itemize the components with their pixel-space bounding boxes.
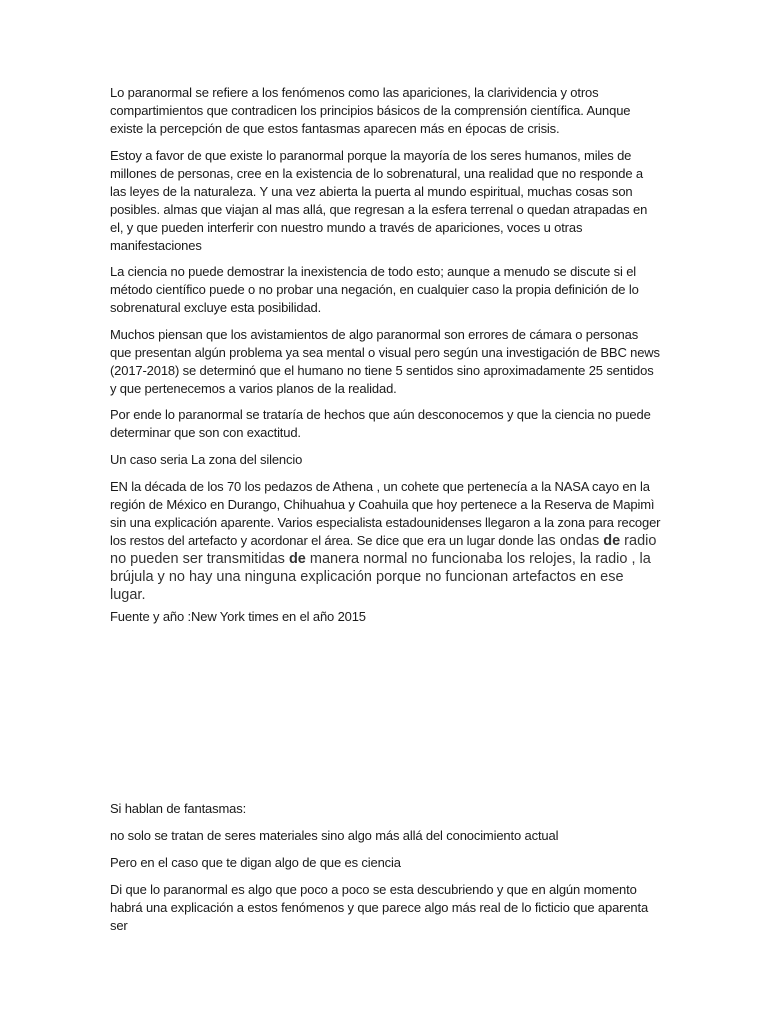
athena-manera-text: manera normal no funcionaba los relojes, la radio , la brújula y no hay una ninguna explicación porque no funcionan artefactos en ese lugar. [110, 551, 651, 603]
paragraph-ciencia: La ciencia no puede demostrar la inexistencia de todo esto; aunque a menudo se discute si el método científico puede o no probar una negación, en cualquier caso la propia definición de lo sobrenatural excluye esta posibilidad. [110, 264, 639, 315]
athena-radio-text: radio no pueden ser transmitidas [110, 533, 657, 567]
paragraph-por-ende: Por ende lo paranormal se trataría de hechos que aún desconocemos y que la ciencia no puede determinar que son con exactitud. [110, 407, 651, 440]
paragraph-avistamientos: Muchos piensan que los avistamientos de algo paranormal son errores de cámara o personas que presentan algún problema ya sea mental o visual pero según una investigación de BBC news (2017-2018) se determinó que el humano no tiene 5 sentidos sino aproximadamente 25 sentidos y que pertenecemos a varios planos de la realidad. [110, 327, 660, 396]
athena-bold-de-1: de [603, 533, 621, 549]
athena-text: EN la década de los 70 los pedazos de Athena , un cohete que pertenecía a la NASA cayo en la región de México en Durango, Chihuahua y Coahuila que hoy pertenece a la Reserva de Mapimì sin una explicación aparente. Varios especialista estadounidenses llegaron a la zona para recoger los restos del artefacto y acordonar el área. Se dice que era un lugar donde [110, 479, 661, 548]
paragraph-caso-zona: Un caso seria La zona del silencio [110, 452, 303, 467]
paragraph-athena [110, 478, 662, 604]
athena-bold-de-2: de [288, 551, 306, 567]
paragraph-conclusion: Di que lo paranormal es algo que poco a poco se esta descubriendo y que en algún momento habrá una explicación a estos fenómenos y que parece algo más real de lo ficticio que aparenta ser [110, 882, 649, 933]
paragraph-fantasmas-heading: Si hablan de fantasmas: [110, 801, 247, 816]
paragraph-no-solo: no solo se tratan de seres materiales sino algo más allá del conocimiento actual [110, 828, 559, 843]
athena-ondas-text: las ondas [537, 533, 604, 549]
paragraph-intro: Lo paranormal se refiere a los fenómenos como las apariciones, la clarividencia y otros compartimientos que contradicen los principios básicos de la comprensión científica. Aunque existe la percepción de que estos fantasmas aparecen más en épocas de crisis. [110, 85, 631, 136]
paragraph-favor: Estoy a favor de que existe lo paranormal porque la mayoría de los seres humanos, miles de millones de personas, cree en la existencia de lo sobrenatural, una realidad que no responde a las leyes de la naturaleza. Y una vez abierta la puerta al mundo espiritual, muchas cosas son posibles. almas que viajan al mas allá, que regresan a la esfera terrenal o quedan atrapadas en el, y que pueden interferir con nuestro mundo a través de apariciones, voces u otras manifestaciones [110, 148, 648, 253]
paragraph-pero: Pero en el caso que te digan algo de que es ciencia [110, 855, 401, 870]
paragraph-fuente: Fuente y año :New York times en el año 2015 [110, 609, 366, 624]
